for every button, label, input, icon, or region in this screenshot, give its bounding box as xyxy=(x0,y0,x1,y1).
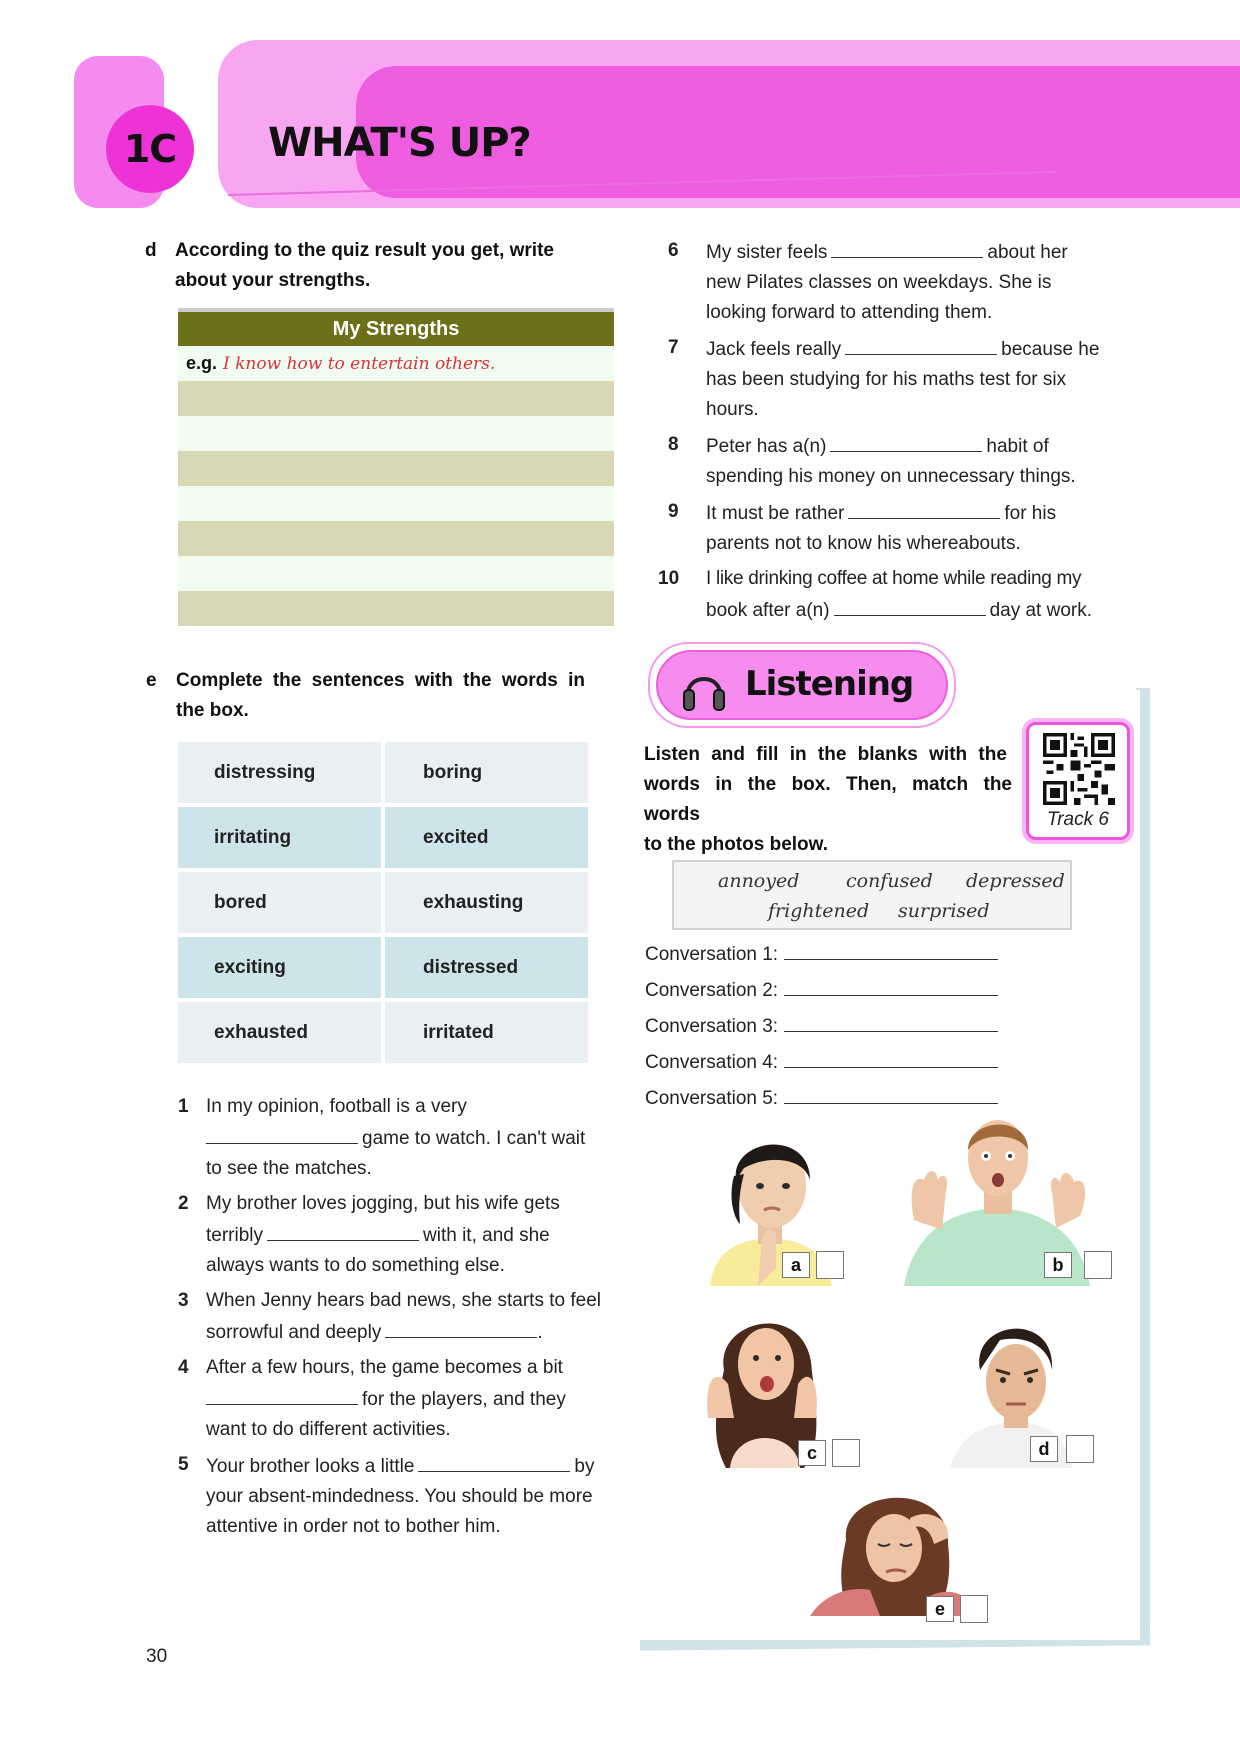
track-label: Track 6 xyxy=(1047,809,1109,830)
sentence-text: When Jenny hears bad news, she starts to feel xyxy=(206,1290,601,1311)
word-cell: exciting xyxy=(178,937,381,998)
headphones-icon xyxy=(682,664,726,714)
photo-e-depressed-woman xyxy=(810,1478,980,1616)
sentence-text: My brother loves jogging, but his wife gets xyxy=(206,1193,560,1214)
sentence-text: It must be rather xyxy=(706,503,845,524)
sentence-number: 7 xyxy=(668,337,679,358)
sentence-text: Jack feels really xyxy=(706,339,842,360)
sentence-number: 5 xyxy=(178,1454,189,1475)
conversation-label: Conversation 2: xyxy=(645,980,779,1001)
example-label: e.g. xyxy=(186,353,218,373)
photo-answer-box-e[interactable] xyxy=(960,1595,988,1623)
sentence-text: new Pilates classes on weekdays. She is xyxy=(706,272,1052,293)
sentence-text: by xyxy=(574,1456,595,1477)
conversation-label: Conversation 1: xyxy=(645,944,779,965)
unit-badge xyxy=(106,105,194,193)
listening-word: annoyed xyxy=(718,870,800,892)
strength-entry-row[interactable] xyxy=(178,591,614,626)
photo-label-b: b xyxy=(1044,1252,1072,1278)
photo-label-e: e xyxy=(926,1596,954,1622)
sentence-text: attentive in order not to bother him. xyxy=(206,1516,501,1537)
sentence-text: day at work. xyxy=(989,600,1093,621)
listening-instruction xyxy=(644,740,1012,860)
sentence-number: 9 xyxy=(668,501,679,522)
sentence-text: My sister feels xyxy=(706,242,828,263)
answer-blank[interactable] xyxy=(830,430,982,452)
sentence-number: 3 xyxy=(178,1290,189,1311)
sentence-text: about her xyxy=(987,242,1068,263)
strengths-table-title: My Strengths xyxy=(178,312,614,346)
word-cell: exhausting xyxy=(385,872,588,933)
word-cell: excited xyxy=(385,807,588,868)
sentence-text: spending his money on unnecessary things. xyxy=(706,466,1076,487)
listening-word: frightened xyxy=(768,900,870,922)
sentence-text: for the players, and they xyxy=(362,1389,566,1410)
sentence-number: 1 xyxy=(178,1096,189,1117)
sentence-text: hours. xyxy=(706,399,759,420)
section-d-label: d xyxy=(145,240,157,261)
conversation-2 xyxy=(645,976,998,1004)
sentence-9 xyxy=(668,497,1126,559)
word-box xyxy=(178,742,588,1063)
listening-word: depressed xyxy=(966,870,1065,892)
sentence-text: always wants to do something else. xyxy=(206,1255,505,1276)
conversation-blank[interactable] xyxy=(784,1048,998,1068)
photo-answer-box-a[interactable] xyxy=(816,1251,844,1279)
sentence-number: 10 xyxy=(658,568,680,589)
conversation-3 xyxy=(645,1012,998,1040)
conversation-5 xyxy=(645,1084,998,1112)
sentence-text: because he xyxy=(1001,339,1100,360)
sentence-3 xyxy=(178,1286,626,1348)
word-cell: irritating xyxy=(178,807,381,868)
sentence-text: After a few hours, the game becomes a bit xyxy=(206,1357,563,1378)
photo-label-c: c xyxy=(798,1440,826,1466)
answer-blank[interactable] xyxy=(267,1219,419,1241)
sentence-text: for his xyxy=(1004,503,1057,524)
sentence-text: . xyxy=(537,1322,543,1343)
listening-word: confused xyxy=(846,870,933,892)
section-e-line1: Complete the sentences with the words in xyxy=(176,670,586,691)
sentence-text: game to watch. I can't wait xyxy=(362,1128,586,1149)
sentence-text: your absent-mindedness. You should be more xyxy=(206,1486,593,1507)
unit-number: 1C xyxy=(123,127,177,171)
sentence-text: terribly xyxy=(206,1225,264,1246)
strength-entry-row[interactable] xyxy=(178,451,614,486)
photo-d-annoyed-woman xyxy=(940,1310,1080,1468)
word-cell: distressing xyxy=(178,742,381,803)
sentence-text: to see the matches. xyxy=(206,1158,372,1179)
photo-answer-box-c[interactable] xyxy=(832,1439,860,1467)
sentence-text: book after a(n) xyxy=(706,600,830,621)
listening-title: Listening xyxy=(745,664,914,704)
sentence-text: In my opinion, football is a very xyxy=(206,1096,467,1117)
page-number: 30 xyxy=(146,1646,168,1667)
strength-entry-row[interactable] xyxy=(178,486,614,521)
strength-entry-row[interactable] xyxy=(178,521,614,556)
sentence-6 xyxy=(668,236,1126,328)
section-e-line2: the box. xyxy=(176,700,249,721)
conversation-blank[interactable] xyxy=(784,1012,998,1032)
sentence-2 xyxy=(178,1189,626,1281)
sentence-text: want to do different activities. xyxy=(206,1419,451,1440)
word-cell: distressed xyxy=(385,937,588,998)
strength-entry-row[interactable] xyxy=(178,416,614,451)
sentence-text: Your brother looks a little xyxy=(206,1456,415,1477)
listening-line3: to the photos below. xyxy=(644,834,828,855)
word-cell: boring xyxy=(385,742,588,803)
sentence-number: 4 xyxy=(178,1357,189,1378)
sentence-text: looking forward to attending them. xyxy=(706,302,993,323)
answer-blank[interactable] xyxy=(834,594,986,616)
strength-entry-row[interactable] xyxy=(178,556,614,591)
page-title: WHAT'S UP? xyxy=(268,120,531,166)
answer-blank[interactable] xyxy=(831,236,983,258)
audio-track-qr[interactable] xyxy=(1026,722,1130,840)
answer-blank[interactable] xyxy=(385,1316,537,1338)
photo-label-a: a xyxy=(782,1252,810,1278)
word-cell: exhausted xyxy=(178,1002,381,1063)
sentence-text: has been studying for his maths test for six xyxy=(706,369,1067,390)
sentence-5 xyxy=(178,1450,626,1542)
photo-label-d: d xyxy=(1030,1436,1058,1462)
strengths-example-row xyxy=(178,346,614,381)
answer-blank[interactable] xyxy=(206,1383,358,1405)
listening-line2: words in the box. Then, match the words xyxy=(644,774,1012,825)
photo-answer-box-d[interactable] xyxy=(1066,1435,1094,1463)
section-d-instruction xyxy=(145,236,595,296)
word-cell: irritated xyxy=(385,1002,588,1063)
section-e-instruction xyxy=(146,666,586,726)
conversation-1 xyxy=(645,940,998,968)
listening-line1: Listen and fill in the blanks with the xyxy=(644,744,1007,765)
sentence-text: parents not to know his whereabouts. xyxy=(706,533,1021,554)
strength-entry-row[interactable] xyxy=(178,381,614,416)
qr-code-icon xyxy=(1043,733,1115,805)
sentence-number: 2 xyxy=(178,1193,189,1214)
section-d-line1: According to the quiz result you get, write xyxy=(175,240,554,261)
word-cell: bored xyxy=(178,872,381,933)
conversation-blank[interactable] xyxy=(784,940,998,960)
sentence-text: with it, and she xyxy=(423,1225,550,1246)
photo-b-frightened-man xyxy=(884,1110,1110,1286)
sentence-text: sorrowful and deeply xyxy=(206,1322,382,1343)
listening-word-box xyxy=(672,860,1072,930)
example-text: I know how to entertain others. xyxy=(223,354,496,374)
sentence-text: habit of xyxy=(986,436,1049,457)
section-e-label: e xyxy=(146,670,157,691)
photo-answer-box-b[interactable] xyxy=(1084,1251,1112,1279)
conversation-4 xyxy=(645,1048,998,1076)
answer-blank[interactable] xyxy=(845,333,997,355)
strengths-table xyxy=(178,308,614,626)
section-d-line2: about your strengths. xyxy=(175,270,371,291)
sentence-number: 8 xyxy=(668,434,679,455)
conversation-label: Conversation 5: xyxy=(645,1088,779,1109)
answer-blank[interactable] xyxy=(206,1122,358,1144)
sentence-text: I like drinking coffee at home while reading my xyxy=(706,568,1082,589)
listening-word: surprised xyxy=(898,900,990,922)
sentence-1 xyxy=(178,1092,626,1184)
conversation-blank[interactable] xyxy=(784,1084,998,1104)
sentence-7 xyxy=(668,333,1126,425)
answer-blank[interactable] xyxy=(848,497,1000,519)
conversation-label: Conversation 3: xyxy=(645,1016,779,1037)
sentence-number: 6 xyxy=(668,240,679,261)
answer-blank[interactable] xyxy=(418,1450,570,1472)
sentence-8 xyxy=(668,430,1126,492)
conversation-label: Conversation 4: xyxy=(645,1052,779,1073)
sentence-10 xyxy=(658,564,1136,626)
sentence-4 xyxy=(178,1353,626,1445)
sentence-text: Peter has a(n) xyxy=(706,436,827,457)
conversation-blank[interactable] xyxy=(784,976,998,996)
